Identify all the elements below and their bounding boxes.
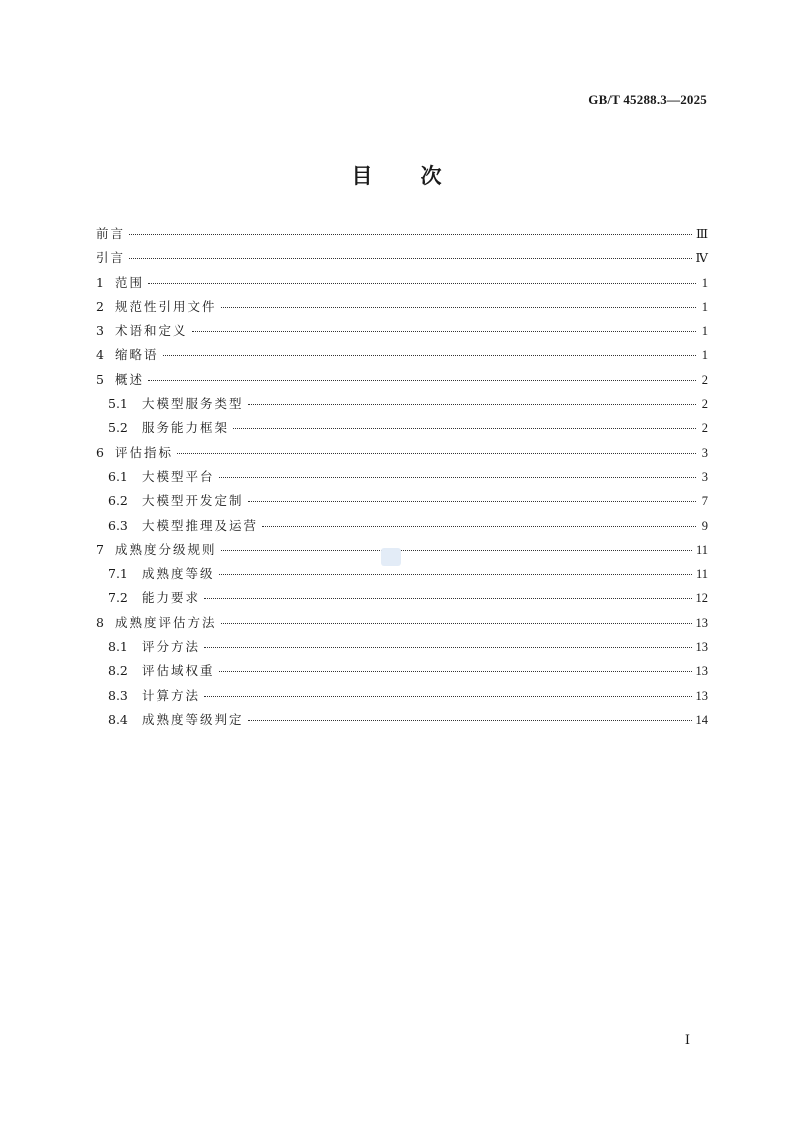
toc-entry[interactable] [96, 345, 708, 369]
page-number: Ⅰ [684, 1032, 690, 1047]
toc-entry[interactable] [96, 273, 708, 297]
toc-entry-page: 13 [695, 664, 708, 679]
toc-entry[interactable] [96, 564, 708, 588]
toc-entry-page: 7 [701, 494, 708, 509]
toc-entry-page: 11 [695, 542, 708, 557]
toc-entry-label: 大模型平台 [142, 468, 215, 484]
toc-entry-number: 5.2 [108, 420, 128, 436]
toc-entry-label: 大模型开发定制 [142, 493, 244, 509]
toc-dot-leader [219, 671, 692, 672]
toc-entry-label: 能力要求 [142, 590, 201, 606]
toc-entry-number: 6.1 [108, 468, 128, 484]
toc-entry[interactable] [96, 516, 708, 540]
toc-entry-page: 3 [701, 469, 708, 484]
toc-entry-label: 成熟度分级规则 [115, 541, 217, 557]
toc-entry-number: 7 [96, 541, 104, 557]
toc-entry-number: 8 [96, 614, 104, 630]
toc-dot-leader [221, 623, 692, 624]
toc-entry[interactable] [96, 710, 708, 734]
toc-entry-page: 14 [695, 712, 708, 727]
document-code: GB/T 45288.3—2025 [588, 92, 707, 107]
toc-entry-page: 11 [695, 567, 708, 582]
toc-entry-label: 概述 [115, 371, 145, 387]
toc-entry-number: 6 [96, 444, 104, 460]
toc-entry[interactable] [96, 394, 708, 418]
toc-entry-label: 成熟度等级 [142, 566, 215, 582]
toc-dot-leader [219, 477, 696, 478]
toc-entry[interactable] [96, 588, 708, 612]
toc-entry-number: 5 [96, 371, 104, 387]
toc-entry-page: 3 [701, 445, 708, 460]
toc-entry[interactable] [96, 224, 708, 248]
toc-entry[interactable] [96, 297, 708, 321]
toc-entry-page: 2 [701, 397, 708, 412]
toc-dot-leader [248, 720, 692, 721]
toc-entry-label: 服务能力框架 [142, 420, 230, 436]
toc-entry-page: 13 [695, 688, 708, 703]
toc-entry[interactable] [96, 370, 708, 394]
toc-dot-leader [129, 258, 691, 259]
toc-entry-number: 1 [96, 274, 104, 290]
toc-entry-label: 成熟度等级判定 [142, 711, 244, 727]
toc-entry[interactable] [96, 418, 708, 442]
toc-entry-page: 1 [701, 324, 708, 339]
toc-entry-number: 5.1 [108, 396, 128, 412]
toc-dot-leader [233, 428, 696, 429]
toc-entry-label: 评估域权重 [142, 663, 215, 679]
toc-entry-number: 3 [96, 323, 104, 339]
toc-entry-label: 大模型服务类型 [142, 396, 244, 412]
toc-dot-leader [204, 598, 691, 599]
toc-dot-leader [219, 574, 692, 575]
table-of-contents [96, 224, 708, 734]
toc-dot-leader [248, 404, 696, 405]
toc-dot-leader [262, 526, 696, 527]
toc-entry-number: 4 [96, 347, 104, 363]
toc-entry-number: 7.2 [108, 590, 128, 606]
toc-entry[interactable] [96, 443, 708, 467]
toc-entry-label: 规范性引用文件 [115, 298, 217, 314]
toc-entry[interactable] [96, 467, 708, 491]
toc-dot-leader [221, 550, 692, 551]
toc-entry-page: Ⅳ [695, 251, 708, 266]
toc-entry-number: 8.4 [108, 711, 128, 727]
toc-entry-page: 1 [701, 275, 708, 290]
toc-entry-label: 成熟度评估方法 [115, 614, 217, 630]
toc-entry[interactable] [96, 248, 708, 272]
toc-entry-page: 1 [701, 299, 708, 314]
toc-dot-leader [163, 355, 696, 356]
toc-entry-page: 12 [695, 591, 708, 606]
toc-entry-page: 2 [701, 372, 708, 387]
toc-entry[interactable] [96, 491, 708, 515]
toc-entry-label: 大模型推理及运营 [142, 517, 259, 533]
toc-entry[interactable] [96, 661, 708, 685]
toc-dot-leader [204, 696, 691, 697]
toc-dot-leader [204, 647, 691, 648]
toc-entry-number: 6.2 [108, 493, 128, 509]
toc-dot-leader [221, 307, 696, 308]
toc-entry-label: 缩略语 [115, 347, 159, 363]
toc-entry-page: 1 [701, 348, 708, 363]
toc-entry-number: 8.2 [108, 663, 128, 679]
toc-entry[interactable] [96, 540, 708, 564]
toc-entry-page: 13 [695, 615, 708, 630]
toc-entry-label: 范围 [115, 274, 145, 290]
toc-dot-leader [177, 453, 696, 454]
toc-entry-page: 2 [701, 421, 708, 436]
toc-dot-leader [129, 234, 692, 235]
toc-entry-number: 7.1 [108, 566, 128, 582]
toc-dot-leader [192, 331, 696, 332]
toc-entry-label: 评估指标 [115, 444, 174, 460]
toc-dot-leader [248, 501, 696, 502]
toc-entry[interactable] [96, 613, 708, 637]
toc-entry-number: 2 [96, 298, 104, 314]
toc-dot-leader [148, 380, 696, 381]
toc-entry-number: 8.3 [108, 687, 128, 703]
toc-entry-number: 6.3 [108, 517, 128, 533]
toc-entry-label: 评分方法 [142, 639, 201, 655]
toc-entry-number: 8.1 [108, 639, 128, 655]
toc-dot-leader [148, 283, 696, 284]
toc-entry-label: 术语和定义 [115, 323, 188, 339]
toc-entry-label: 前言 [96, 226, 126, 241]
toc-entry-page: Ⅲ [695, 227, 708, 241]
toc-entry[interactable] [96, 321, 708, 345]
toc-entry-page: 9 [701, 518, 708, 533]
toc-entry[interactable] [96, 637, 708, 661]
watermark-mark [381, 548, 401, 566]
toc-entry-label: 计算方法 [142, 687, 201, 703]
page-title: 目次 [351, 163, 490, 188]
toc-entry-page: 13 [695, 640, 708, 655]
toc-entry-label: 引言 [96, 250, 126, 266]
toc-entry[interactable] [96, 686, 708, 710]
